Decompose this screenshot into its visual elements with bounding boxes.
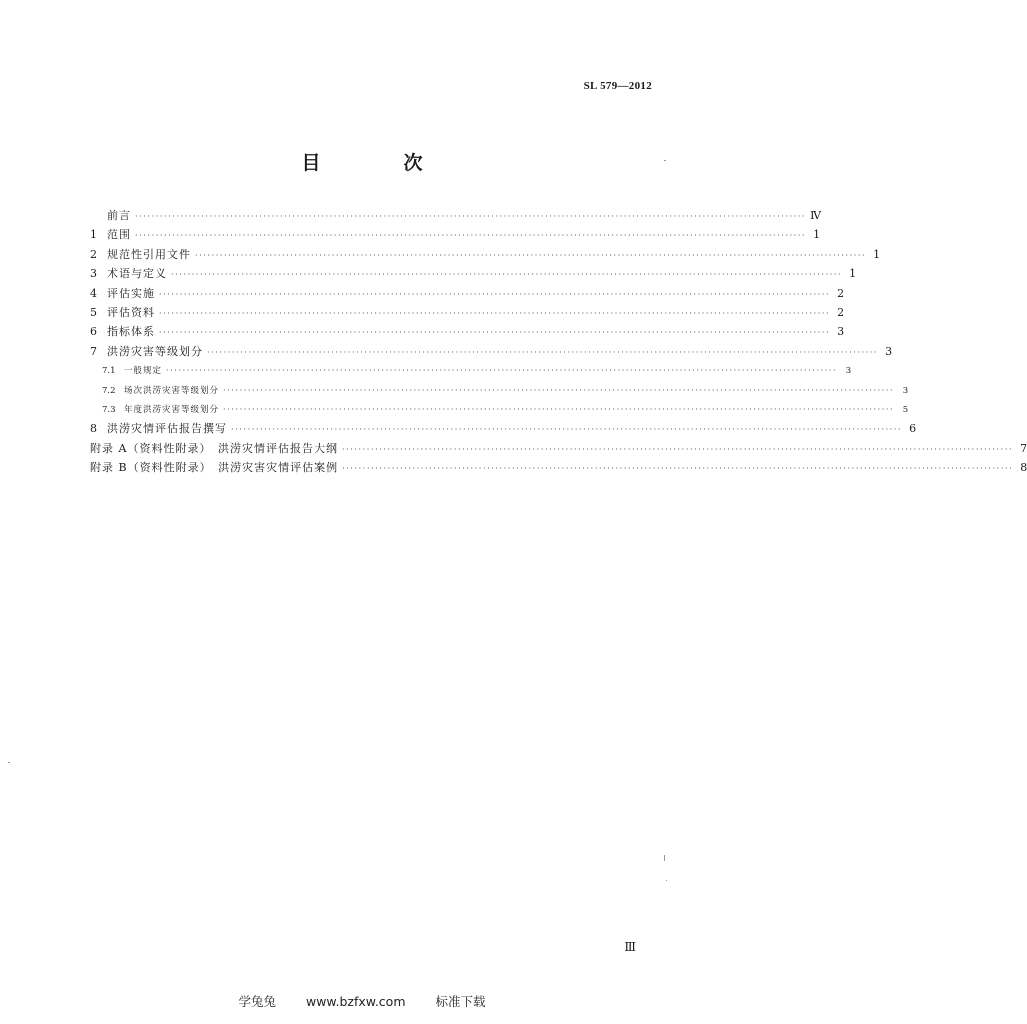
toc-entry-number: 3 [90, 267, 97, 281]
toc-leader: ·································································································································································· [223, 385, 895, 395]
toc-entry-number: 2 [90, 247, 97, 261]
toc-leader: ·································································································································································· [159, 289, 831, 299]
toc-entry-number: 7.3 [102, 404, 116, 415]
scan-speck [666, 880, 667, 881]
toc-entry-page: 3 [837, 325, 845, 339]
toc-entry-page: 6 [909, 422, 917, 436]
toc-entry-page: 2 [837, 286, 845, 300]
toc-entry-appendix-a[interactable] [90, 439, 1027, 458]
toc-entry[interactable] [90, 322, 845, 341]
toc-entry-number: 5 [90, 305, 97, 319]
toc-entry-title: 指标体系 [107, 325, 155, 339]
toc-entry-number: 1 [90, 228, 97, 242]
toc-leader: ·································································································································································· [171, 270, 843, 280]
toc-entry-title: 术语与定义 [107, 267, 167, 281]
page-number: Ⅲ [624, 940, 636, 954]
toc-entry-page: 3 [902, 385, 909, 396]
toc-entry-page: 5 [902, 404, 909, 415]
scan-speck [8, 762, 10, 763]
watermark-footer [0, 992, 724, 1010]
scan-speck [664, 160, 666, 161]
toc-leader: ·································································································································································· [231, 425, 903, 435]
toc-entry[interactable] [90, 206, 822, 225]
toc-entry-number: 6 [90, 325, 97, 339]
toc-entry-title: 洪涝灾害等级划分 [107, 344, 203, 358]
toc-entry[interactable] [90, 303, 845, 322]
toc-entry-title: 年度洪涝灾害等级划分 [124, 404, 220, 415]
toc-leader: ·································································································································································· [341, 444, 1014, 454]
toc-entry-number: 4 [90, 286, 97, 300]
toc-entry-number: 7 [90, 344, 97, 358]
toc-entry-number: 8 [90, 422, 97, 436]
toc-entry-title: 评估资料 [107, 305, 155, 319]
toc-entry-title: 附录 B（资料性附录） 洪涝灾害灾情评估案例 [90, 461, 339, 475]
toc-entry-page: 8 [1020, 461, 1027, 475]
toc-entry[interactable] [90, 245, 881, 264]
toc-leader: ·································································································································································· [342, 464, 1014, 474]
footer-site-name: 学兔兔 [238, 994, 276, 1009]
toc-entry[interactable] [90, 342, 893, 361]
toc-entry-page: 3 [845, 366, 852, 377]
footer-url[interactable]: www.bzfxw.com [305, 994, 406, 1009]
toc-entry-page: 1 [849, 267, 857, 281]
toc-leader: ·································································································································································· [135, 212, 807, 221]
scan-speck [664, 855, 665, 861]
toc-entry[interactable] [90, 284, 845, 303]
toc-leader: ·································································································································································· [135, 231, 807, 241]
toc-entry-page: Ⅳ [810, 209, 822, 222]
toc-entry-title: 场次洪涝灾害等级划分 [124, 385, 220, 396]
table-of-contents [90, 206, 1027, 477]
toc-entry-title: 范围 [107, 228, 131, 242]
toc-entry-title: 一般规定 [124, 366, 163, 377]
toc-entry-number: 7.2 [102, 385, 116, 396]
toc-subentry[interactable] [90, 361, 852, 380]
toc-entry-page: 7 [1020, 441, 1027, 455]
toc-entry-page: 3 [885, 344, 893, 358]
toc-subentry[interactable] [90, 381, 909, 400]
toc-entry-page: 1 [873, 247, 881, 261]
toc-entry-title: 规范性引用文件 [107, 247, 191, 261]
toc-entry-title: 洪涝灾情评估报告撰写 [107, 422, 227, 436]
standard-code: SL 579—2012 [583, 80, 652, 92]
toc-entry[interactable] [90, 264, 857, 283]
toc-heading: 目 次 [301, 152, 455, 174]
toc-entry[interactable] [90, 225, 821, 244]
toc-leader: ·································································································································································· [195, 250, 867, 260]
toc-entry-title: 前言 [107, 209, 131, 222]
toc-entry-title: 附录 A（资料性附录） 洪涝灾情评估报告大纲 [90, 441, 338, 455]
toc-leader: ·································································································································································· [159, 328, 831, 338]
toc-entry-appendix-b[interactable] [90, 458, 1027, 477]
toc-entry-page: 2 [837, 305, 845, 319]
footer-tagline: 标准下载 [435, 994, 486, 1009]
toc-entry-page: 1 [813, 228, 821, 242]
toc-entry-number: 7.1 [102, 366, 116, 377]
toc-leader: ·································································································································································· [159, 308, 831, 318]
toc-leader: ·································································································································································· [223, 404, 895, 414]
toc-entry-title: 评估实施 [107, 286, 155, 300]
toc-leader: ·································································································································································· [166, 366, 838, 376]
toc-entry[interactable] [90, 419, 917, 438]
toc-subentry[interactable] [90, 400, 909, 419]
toc-leader: ·································································································································································· [207, 347, 879, 357]
